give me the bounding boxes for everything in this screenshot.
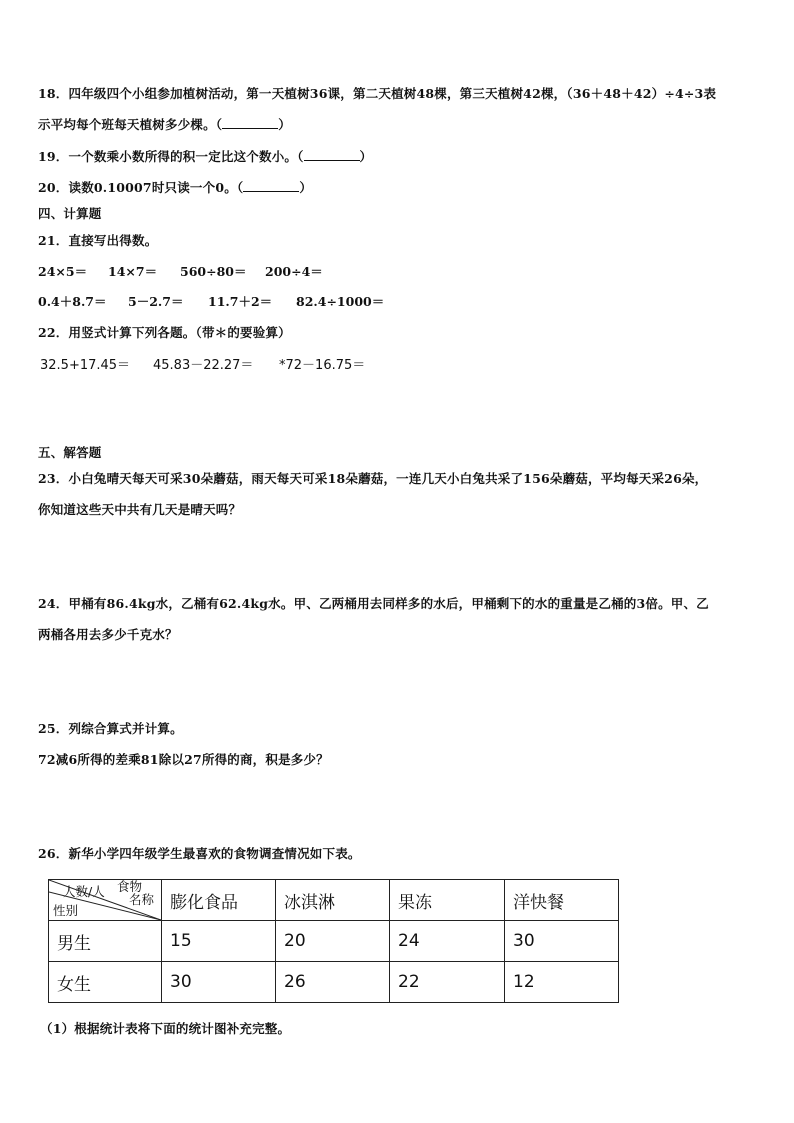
q25-line2: 72减6所得的差乘81除以27所得的商，积是多少？ — [38, 752, 329, 767]
q19-answer-blank[interactable] — [304, 148, 360, 161]
row-label: 男生 — [49, 921, 162, 962]
diag-label-food: 食物 — [117, 879, 143, 894]
q20-line — [38, 178, 312, 196]
q21-item: 14×7＝ — [108, 264, 158, 279]
table-cell: 22 — [390, 962, 505, 1003]
section-heading-calc: 四、计算题 — [38, 206, 102, 221]
column-header: 果冻 — [390, 880, 505, 921]
q26-prompt: 26．新华小学四年级学生最喜欢的食物调查情况如下表。 — [38, 846, 361, 861]
q20-close: ） — [299, 180, 313, 195]
table-row — [49, 962, 619, 1003]
table-cell: 24 — [390, 921, 505, 962]
column-header: 冰淇淋 — [276, 880, 390, 921]
column-header: 膨化食品 — [162, 880, 276, 921]
table-cell: 30 — [162, 962, 276, 1003]
q21-item: 82.4÷1000＝ — [296, 294, 385, 309]
q21-item: 0.4＋8.7＝ — [38, 294, 107, 309]
diag-label-name: 名称 — [129, 892, 155, 907]
q23-line2: 你知道这些天中共有几天是晴天吗？ — [38, 502, 242, 517]
q21-item: 200÷4＝ — [265, 264, 323, 279]
q25-line1: 25．列综合算式并计算。 — [38, 721, 183, 736]
section-heading-solve: 五、解答题 — [38, 445, 102, 460]
q22-item: 32.5+17.45＝ — [40, 358, 131, 373]
table-cell: 30 — [505, 921, 619, 962]
q18-line1: 18．四年级四个小组参加植树活动，第一天植树36课，第二天植树48棵，第三天植树42棵，（36＋48＋42）÷4÷3表 — [38, 86, 717, 101]
table-cell: 12 — [505, 962, 619, 1003]
q21-prompt: 21．直接写出得数。 — [38, 233, 158, 248]
column-header: 洋快餐 — [505, 880, 619, 921]
q22-prompt: 22．用竖式计算下列各题。（带＊的要验算） — [38, 325, 291, 340]
q18-text: 示平均每个班每天植树多少棵。（ — [38, 117, 223, 132]
q18-answer-blank[interactable] — [222, 116, 278, 129]
table-cell: 15 — [162, 921, 276, 962]
table-header-row — [49, 880, 619, 921]
q19-text: 19．一个数乘小数所得的积一定比这个数小。（ — [38, 149, 304, 164]
q18-close: ） — [278, 117, 291, 132]
q22-item: 45.83－22.27＝ — [153, 358, 254, 373]
q21-item: 5－2.7＝ — [128, 294, 184, 309]
q20-text: 20．读数0.10007时只读一个0。（ — [38, 180, 244, 195]
q21-item: 24×5＝ — [38, 264, 88, 279]
q22-item: *72－16.75＝ — [279, 358, 366, 373]
table-cell: 20 — [276, 921, 390, 962]
diagonal-header-cell — [49, 880, 162, 921]
q24-line1: 24．甲桶有86.4kg水，乙桶有62.4kg水。甲、乙两桶用去同样多的水后，甲桶剩下的水的重量是乙桶的3倍。甲、乙 — [38, 596, 709, 611]
diag-label-gender: 性别 — [53, 903, 79, 918]
q20-answer-blank[interactable] — [243, 179, 299, 192]
table-cell: 26 — [276, 962, 390, 1003]
food-survey-table — [48, 879, 619, 1003]
q24-line2: 两桶各用去多少千克水？ — [38, 627, 178, 642]
table-row — [49, 921, 619, 962]
row-label: 女生 — [49, 962, 162, 1003]
q26-sub1: （1）根据统计表将下面的统计图补充完整。 — [40, 1021, 291, 1036]
q23-line1: 23．小白兔晴天每天可采30朵蘑菇，雨天每天可采18朵蘑菇，一连几天小白兔共采了156朵蘑菇，平均每天采26朵， — [38, 471, 708, 486]
q19-line — [38, 147, 372, 165]
q18-line2 — [38, 115, 291, 133]
q21-item: 11.7＋2＝ — [208, 294, 273, 309]
diag-label-persons: 人数/人 — [63, 884, 105, 899]
q19-close: ） — [359, 149, 373, 164]
q21-item: 560÷80＝ — [180, 264, 247, 279]
